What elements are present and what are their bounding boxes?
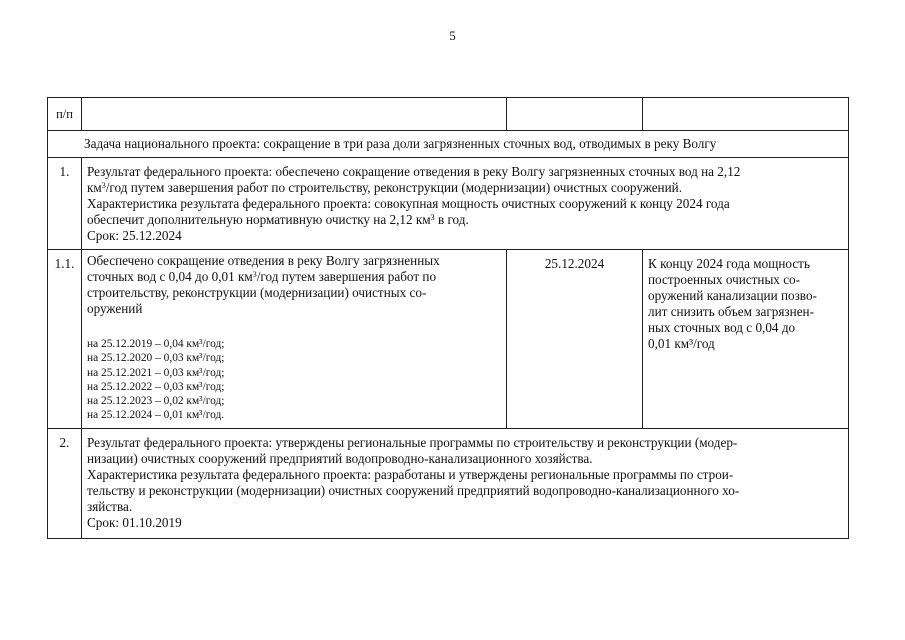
row11-description [82, 250, 507, 429]
row11-desc-tail: /год путем завершения работ по [256, 269, 437, 284]
milestone-item: на 25.12.2021 – 0,03 км³/год; [87, 366, 225, 379]
row11-note-line: К концу 2024 года мощность [648, 256, 810, 271]
table-row-1 [48, 158, 849, 250]
table-row-1-1 [48, 250, 849, 429]
row1-char-line2 [87, 212, 843, 228]
row1-num: 1. [48, 158, 82, 250]
row1-char-text: обеспечит дополнительную нормативную очистку на 2,12 км [87, 212, 431, 227]
row2-line: зяйства. [87, 499, 133, 514]
milestone-item: на 25.12.2023 – 0,02 км³/год; [87, 395, 225, 408]
row11-note-line: ных сточных вод с 0,04 до [648, 320, 796, 335]
row11-note [643, 250, 849, 429]
milestone-item: на 25.12.2024 – 0,01 км³/год. [87, 409, 225, 422]
row2-deadline: Срок: 01.10.2019 [87, 515, 182, 530]
row1-content [82, 158, 849, 250]
table-header-row [48, 98, 849, 131]
row11-desc-line2 [87, 269, 501, 285]
row11-desc-line4: оружений [87, 301, 143, 316]
header-col3 [507, 98, 643, 131]
row11-desc-line3: строительству, реконструкции (модернизации) очистных со- [87, 285, 427, 300]
milestone-item: на 25.12.2020 – 0,03 км³/год; [87, 352, 225, 365]
header-num-cell: п/п [48, 98, 82, 131]
row1-result-tail: /год путем завершения работ по строительству, реконструкции (модернизации) очистных сооружений. [105, 180, 683, 195]
page-number: 5 [449, 28, 456, 43]
row1-char-exp: 3 [430, 213, 435, 222]
row2-line: Результат федерального проекта: утверждены региональные программы по строительству и реконструкции (модер- [87, 435, 738, 450]
row1-result-exp: 3 [101, 181, 106, 190]
row1-result-line2 [87, 180, 843, 196]
row11-note-line: построенных очистных со- [648, 272, 801, 287]
row1-result-line1: Результат федерального проекта: обеспечено сокращение отведения в реку Волгу загрязненных сточных вод на 2,12 [87, 164, 741, 179]
row1-char-line1: Характеристика результата федерального проекта: совокупная мощность очистных сооружений к концу 2024 года [87, 196, 730, 211]
row11-desc-line1: Обеспечено сокращение отведения в реку Волгу загрязненных [87, 253, 440, 268]
row2-line: Характеристика результата федерального проекта: разработаны и утверждены региональные программы по строи- [87, 467, 734, 482]
row11-num: 1.1. [48, 250, 82, 429]
row2-line: низации) очистных сооружений предприятий водопроводно-канализационного хозяйства. [87, 451, 593, 466]
row2-content [82, 429, 849, 539]
task-cell: Задача национального проекта: сокращение в три раза доли загрязненных сточных вод, отводимых в реку Волгу [48, 131, 849, 158]
row11-desc-exp: 3 [252, 270, 257, 279]
row11-note-line: лит снизить объем загрязнен- [648, 304, 814, 319]
project-table [47, 97, 849, 539]
row1-char-tail: в год. [434, 212, 469, 227]
header-col2 [82, 98, 507, 131]
task-row [48, 131, 849, 158]
milestone-list [87, 337, 501, 423]
row11-date: 25.12.2024 [507, 250, 643, 429]
row1-deadline: Срок: 25.12.2024 [87, 228, 182, 243]
milestone-item: на 25.12.2019 – 0,04 км³/год; [87, 338, 225, 350]
row1-result-unit: км [87, 180, 102, 195]
table-row-2 [48, 429, 849, 539]
row11-note-line: оружений канализации позво- [648, 288, 817, 303]
row11-note-line: 0,01 км³/год [648, 336, 715, 351]
row11-desc-text: сточных вод с 0,04 до 0,01 км [87, 269, 253, 284]
row2-num: 2. [48, 429, 82, 539]
milestone-item: на 25.12.2022 – 0,03 км³/год; [87, 380, 225, 393]
header-col4 [643, 98, 849, 131]
row2-line: тельству и реконструкции (модернизации) очистных сооружений предприятий водопроводно-канализационного хо- [87, 483, 740, 498]
